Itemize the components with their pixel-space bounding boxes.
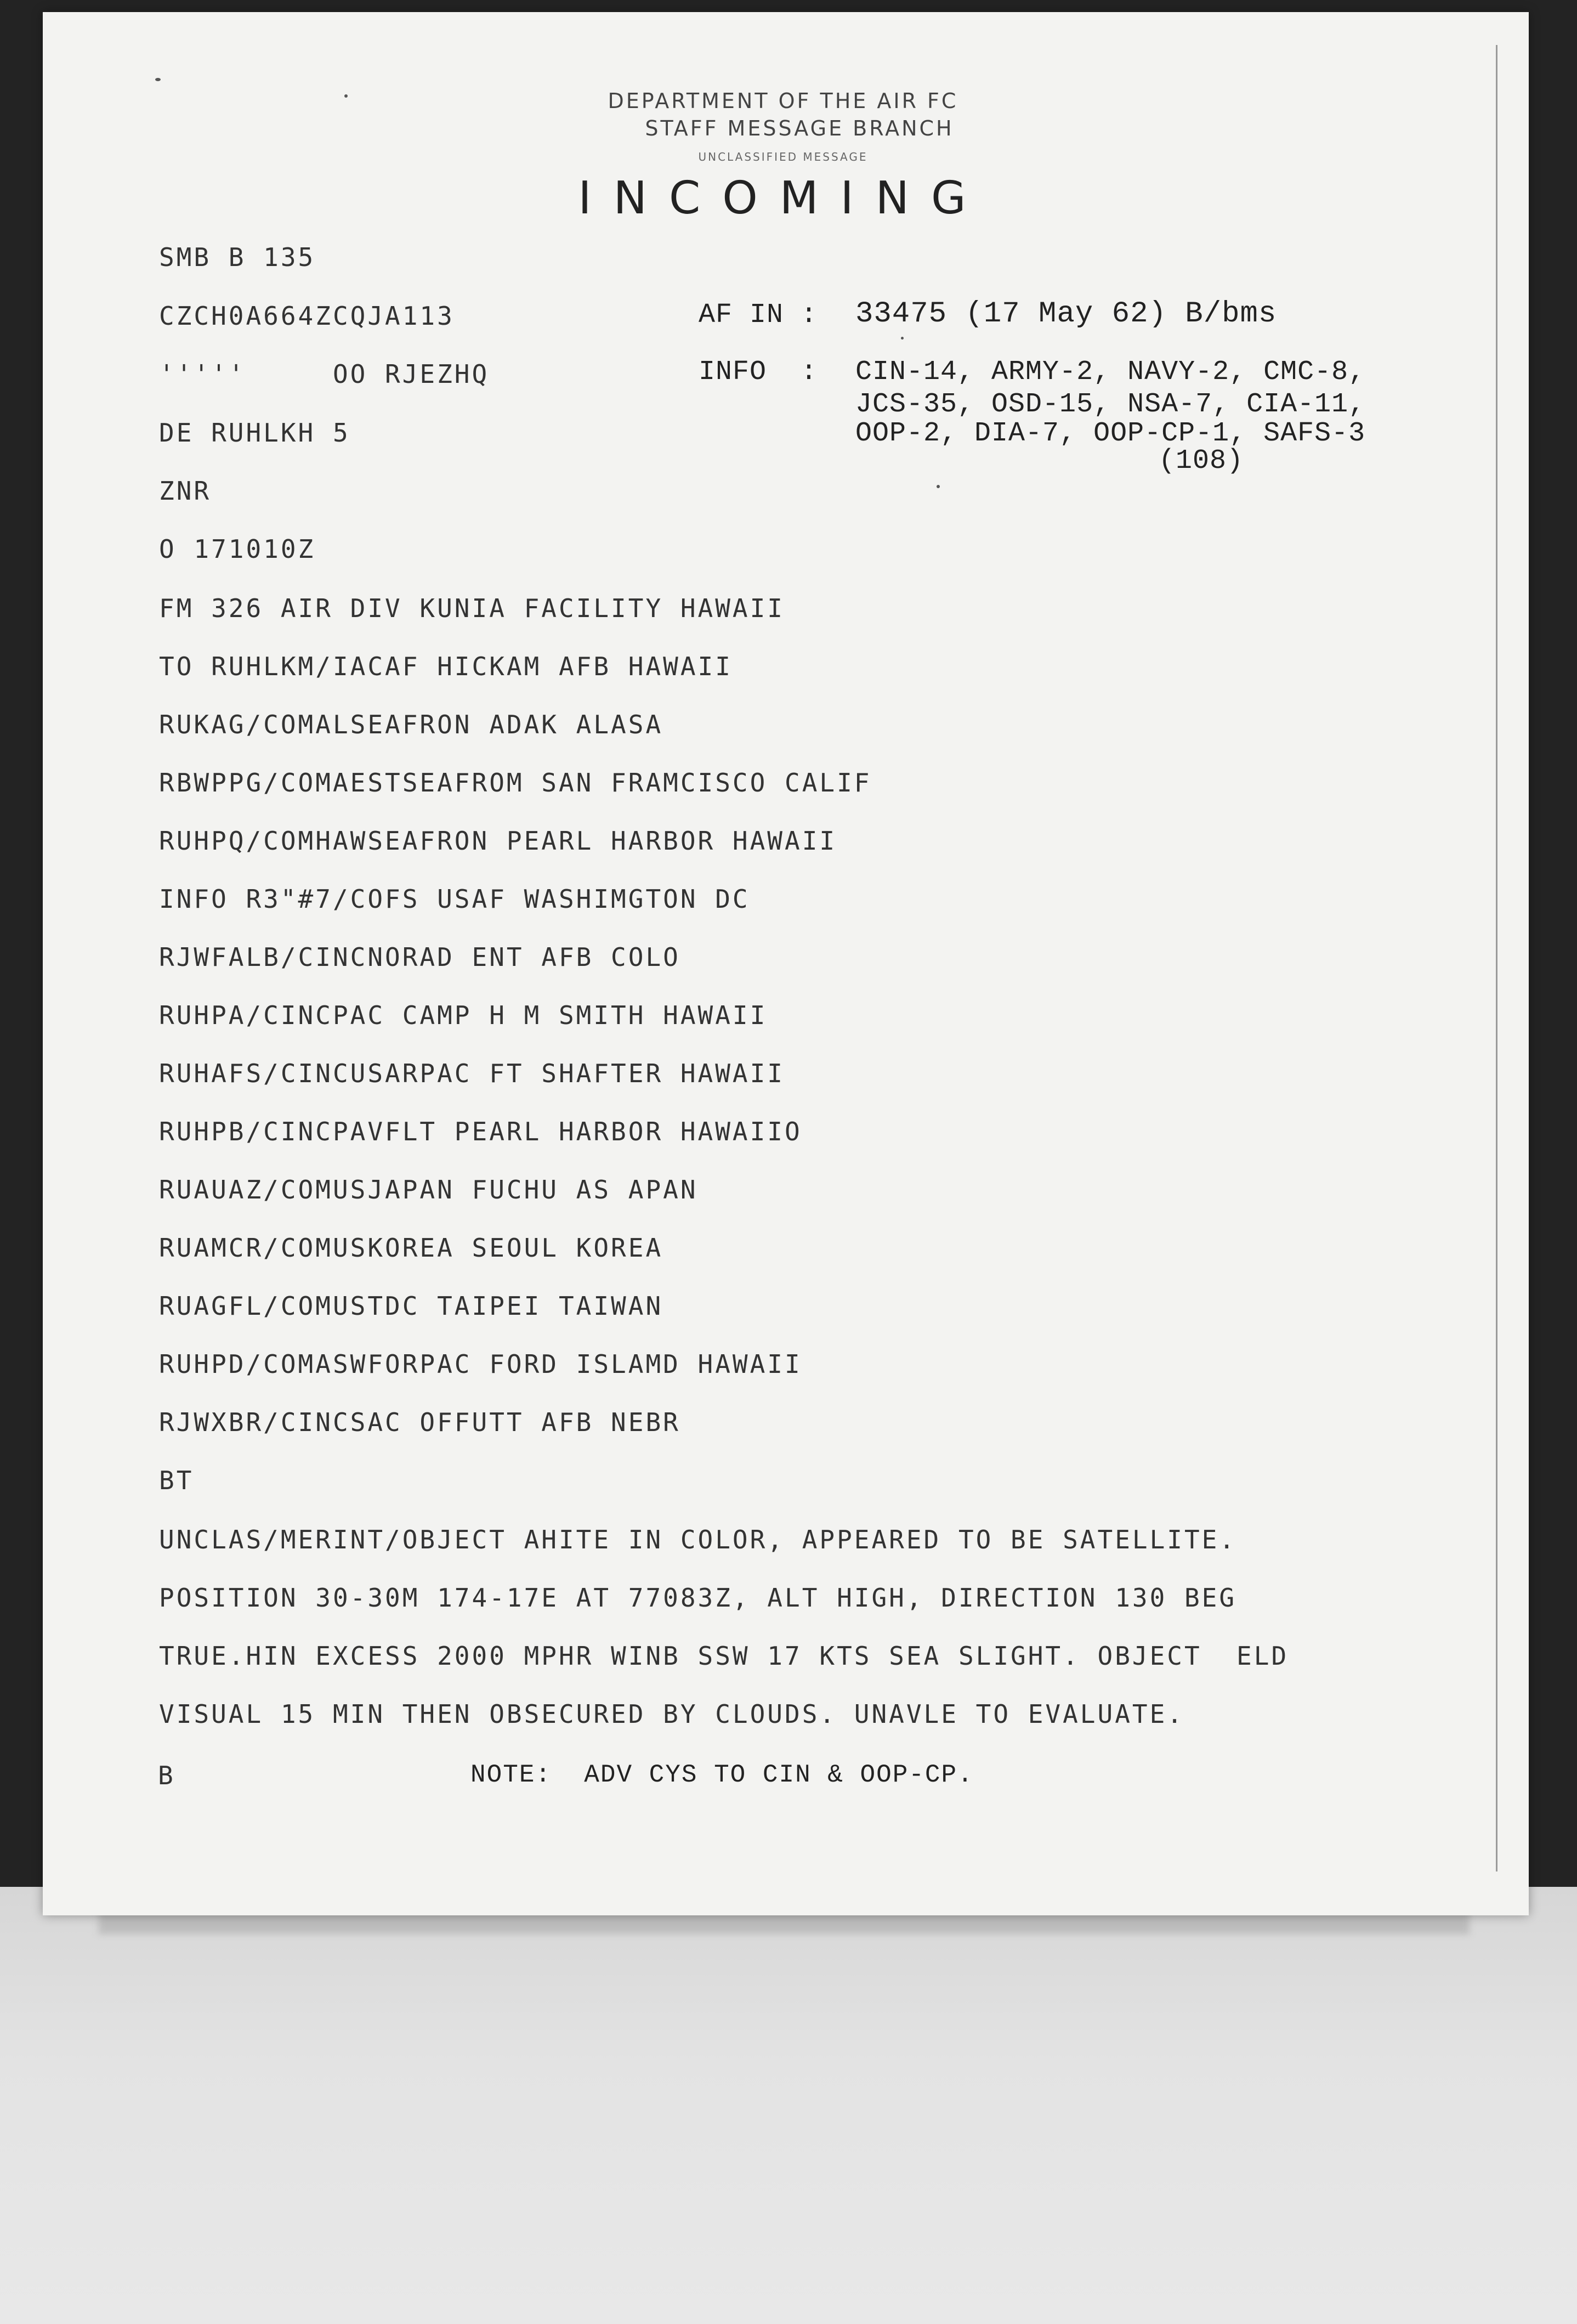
department-heading: DEPARTMENT OF THE AIR FC	[608, 89, 958, 113]
break-marker: BT	[159, 1466, 194, 1495]
routing-line: RUHPD/COMASWFORPAC FORD ISLAMD HAWAII	[159, 1349, 802, 1379]
info-label: INFO :	[699, 357, 818, 388]
routing-line: RBWPPG/COMAESTSEAFROM SAN FRAMCISCO CALIF	[159, 768, 872, 798]
routing-line: RUHPA/CINCPAC CAMP H M SMITH HAWAII	[159, 1000, 768, 1030]
body-line: POSITION 30-30M 174-17E AT 77083Z, ALT HIGH, DIRECTION 130 BEG	[159, 1583, 1237, 1613]
routing-line: RUKAG/COMALSEAFRON ADAK ALASA	[159, 710, 663, 739]
routing-id-line: CZCH0A664ZCQJA113	[159, 301, 455, 331]
paper-speck	[344, 94, 348, 98]
de-line: DE RUHLKH 5	[159, 418, 350, 448]
message-sheet	[43, 12, 1529, 1915]
routing-line: RUHAFS/CINCUSARPAC FT SHAFTER HAWAII	[159, 1059, 785, 1088]
precedence-line: ''''' OO RJEZHQ	[159, 359, 490, 389]
smb-line: SMB B 135	[159, 242, 316, 272]
scan-backing	[0, 1887, 1577, 2324]
routing-line: RJWXBR/CINCSAC OFFUTT AFB NEBR	[159, 1407, 680, 1437]
routing-line: RUAGFL/COMUSTDC TAIPEI TAIWAN	[159, 1291, 663, 1321]
dtg-line: O 171010Z	[159, 534, 316, 564]
info-line: CIN-14, ARMY-2, NAVY-2, CMC-8,	[855, 357, 1366, 388]
footer-marker: B	[158, 1761, 175, 1790]
info-line: JCS-35, OSD-15, NSA-7, CIA-11,	[855, 389, 1366, 420]
af-in-label: AF IN :	[699, 299, 818, 331]
znr-line: ZNR	[159, 476, 212, 506]
routing-line: RUAMCR/COMUSKOREA SEOUL KOREA	[159, 1233, 663, 1263]
body-line: UNCLAS/MERINT/OBJECT AHITE IN COLOR, APPEARED TO BE SATELLITE.	[159, 1525, 1237, 1554]
page-edge-line	[1496, 45, 1497, 1871]
routing-line: RUAUAZ/COMUSJAPAN FUCHU AS APAN	[159, 1175, 698, 1205]
routing-line: RJWFALB/CINCNORAD ENT AFB COLO	[159, 942, 680, 972]
routing-line: FM 326 AIR DIV KUNIA FACILITY HAWAII	[159, 593, 785, 623]
routing-line: TO RUHLKM/IACAF HICKAM AFB HAWAII	[159, 652, 733, 681]
branch-heading: STAFF MESSAGE BRANCH	[645, 116, 954, 140]
info-line: OOP-2, DIA-7, OOP-CP-1, SAFS-3	[855, 418, 1366, 449]
routing-line: INFO R3"#7/COFS USAF WASHIMGTON DC	[159, 884, 750, 914]
routing-line: RUHPB/CINCPAVFLT PEARL HARBOR HAWAIIO	[159, 1117, 802, 1146]
paper-speck	[901, 337, 904, 340]
paper-speck	[937, 485, 940, 488]
paper-speck	[155, 78, 161, 81]
footer-note: NOTE: ADV CYS TO CIN & OOP-CP.	[470, 1761, 974, 1789]
body-line: TRUE.HIN EXCESS 2000 MPHR WINB SSW 17 KTS SEA SLIGHT. OBJECT ELD	[159, 1641, 1289, 1671]
incoming-title: INCOMING	[578, 172, 988, 224]
info-total: (108)	[1159, 445, 1244, 477]
body-line: VISUAL 15 MIN THEN OBSECURED BY CLOUDS. UNAVLE TO EVALUATE.	[159, 1699, 1184, 1729]
af-in-value: 33475 (17 May 62) B/bms	[855, 297, 1277, 331]
routing-line: RUHPQ/COMHAWSEAFRON PEARL HARBOR HAWAII	[159, 826, 837, 856]
classification-label: UNCLASSIFIED MESSAGE	[698, 150, 868, 163]
